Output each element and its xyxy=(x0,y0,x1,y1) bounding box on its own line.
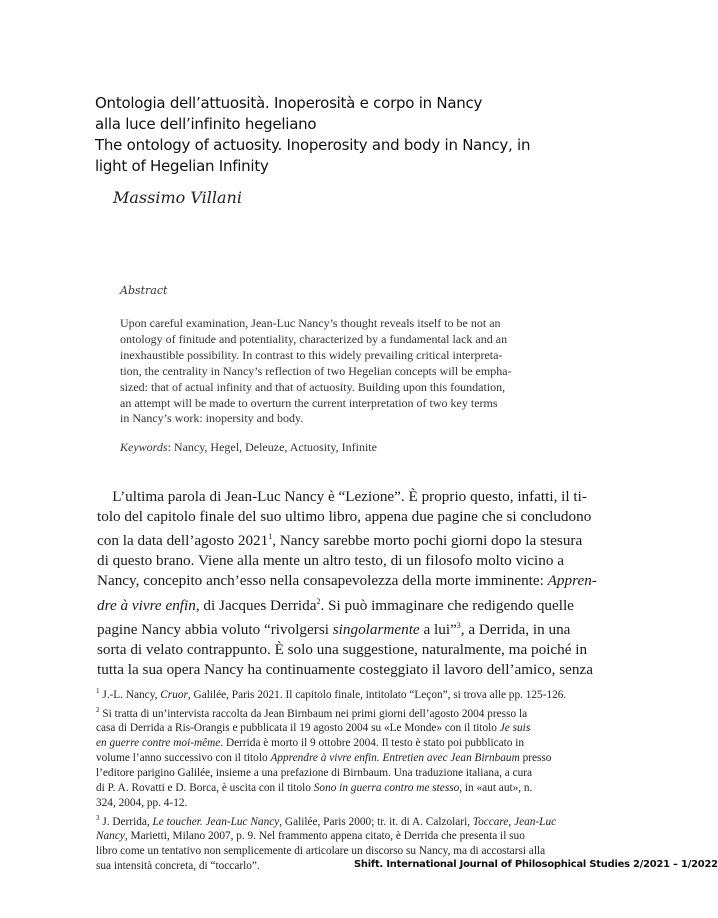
footnote-text: , Galilée, Paris 2000; tr. it. di A. Calzolari, xyxy=(279,815,473,828)
footnote-line xyxy=(96,751,592,766)
footnotes xyxy=(96,684,718,874)
footnote-1 xyxy=(96,684,592,703)
footnote-text: , in «aut aut», n. xyxy=(459,781,533,794)
keywords-value: : Nancy, Hegel, Deleuze, Actuosity, Infinite xyxy=(167,440,377,454)
body-line: sorta di velato contrappunto. È solo una suggestione, naturalmente, ma poiché in xyxy=(97,640,588,658)
footnote-number: 1 xyxy=(96,687,100,695)
abstract-text xyxy=(120,316,552,427)
body-text-segment: , Nancy sarebbe morto pochi giorni dopo la stesura xyxy=(272,532,583,550)
article-title xyxy=(95,93,595,177)
abstract-line: Upon careful examination, Jean-Luc Nancy’s thought reveals itself to be not an xyxy=(120,316,501,330)
book-title-italic: Je suis xyxy=(499,722,531,735)
body-line: tolo del capitolo finale del suo ultimo libro, appena due pagine che si concludono xyxy=(97,508,592,526)
abstract-line: an attempt will be made to overturn the current interpretation of two key terms xyxy=(120,395,498,410)
footnote-text: J.-L. Nancy, xyxy=(99,688,161,701)
title-italian-line-1: Ontologia dell’attuosità. Inoperosità e corpo in Nancy xyxy=(95,94,483,112)
book-title-italic: Apprendre à vivre enfin. Entretien avec Jean Birnbaum xyxy=(270,752,520,765)
title-italian-line-2: alla luce dell’infinito hegeliano xyxy=(95,115,317,133)
footnote-text: , Galilée, Paris 2021. Il capitolo finale, intitolato “Leçon”, si trova alle pp. 125-126. xyxy=(187,688,567,701)
footnote-text: , Marietti, Milano 2007, p. 9. Nel frammento appena citato, è Derrida che presenta il suo xyxy=(124,830,525,843)
body-text-segment: a lui” xyxy=(419,620,457,638)
body-line xyxy=(97,616,591,640)
abstract-line: ontology of finitude and potentiality, characterized by a fundamental lack and an xyxy=(120,331,508,346)
body-line: di questo brano. Viene alla mente un altro testo, di un filosofo molto vicino a xyxy=(97,552,564,570)
book-title-italic: Nancy xyxy=(96,830,125,843)
footnote-line xyxy=(96,829,592,844)
footnote-text: . Derrida è morto il 9 ottobre 2004. Il testo è stato poi pubblicato in xyxy=(220,737,525,750)
footnote-line xyxy=(96,736,592,751)
footnote-line: 324, 2004, pp. 4-12. xyxy=(96,796,188,809)
footnote-ref-2[interactable]: 2 xyxy=(316,596,321,606)
footnote-2 xyxy=(96,703,592,722)
footnote-text: volume l’anno successivo con il titolo xyxy=(96,752,271,765)
abstract-line: inexhaustible possibility. In contrast to this widely prevailing critical interpreta- xyxy=(120,347,503,362)
footnote-ref-1[interactable]: 1 xyxy=(268,532,273,542)
abstract-heading: Abstract xyxy=(120,284,168,297)
footnote-text: di P. A. Rovatti e D. Borca, è uscita con il titolo xyxy=(96,781,314,794)
footnote-line: sua intensità concreta, di “toccarlo”. xyxy=(96,860,260,873)
body-paragraph xyxy=(97,487,597,680)
body-line xyxy=(97,527,591,551)
book-title-italic: Sono in guerra contro me stesso xyxy=(313,781,460,794)
footnote-text: J. Derrida, xyxy=(99,815,153,828)
footnote-3 xyxy=(96,811,592,830)
footnote-line: libro come un tentativo non semplicemente di articolare un discorso su Nancy, ma di accostarsi alla xyxy=(96,845,546,858)
body-text-segment: L’ultima parola di Jean-Luc Nancy è “Lezione”. È proprio questo, infatti, il ti- xyxy=(112,488,587,505)
book-title-italic: Cruor xyxy=(160,688,188,701)
keywords-label: Keywords xyxy=(120,440,168,454)
abstract-line: tion, the centrality in Nancy’s reflection of two Hegelian concepts will be empha- xyxy=(120,363,512,378)
abstract-line: in Nancy’s work: inopersity and body. xyxy=(120,411,304,426)
footnote-text: Si tratta di un’intervista raccolta da Jean Birnbaum nei primi giorni dell’agosto 2004 presso la xyxy=(99,707,528,720)
body-line: tutta la sua opera Nancy ha continuamente costeggiato il lavoro dell’amico, senza xyxy=(97,660,593,678)
body-text-segment: , di Jacques Derrida xyxy=(195,596,317,614)
footnote-line xyxy=(96,781,592,796)
book-title-italic: Toccare, Jean-Luc xyxy=(472,815,557,828)
book-title-italic: Le toucher. Jean-Luc Nancy xyxy=(152,815,280,828)
footnote-line: l’editore parigino Galilée, insieme a una prefazione di Birnbaum. Una traduzione italiana, a cura xyxy=(96,767,533,780)
abstract-line: sized: that of actual infinity and that of actuosity. Building upon this foundation, xyxy=(120,379,506,394)
title-english-line-2: light of Hegelian Infinity xyxy=(95,157,269,175)
keywords-line xyxy=(120,440,377,455)
body-line xyxy=(97,592,591,616)
body-text-segment: , a Derrida, in una xyxy=(460,620,571,638)
book-title-italic: en guerre contre moi-même xyxy=(96,737,221,750)
footnote-number: 2 xyxy=(96,705,100,714)
body-text-segment: con la data dell’agosto 2021 xyxy=(97,532,269,550)
body-text-segment: . Si può immaginare che redigendo quelle xyxy=(320,596,574,614)
footnote-line xyxy=(96,721,592,736)
body-line xyxy=(97,487,591,507)
title-english-line-1: The ontology of actuosity. Inoperosity and body in Nancy, in xyxy=(95,136,531,154)
journal-footer: Shift. International Journal of Philosophical Studies 2/2021 – 1/2022 xyxy=(354,859,718,870)
footnote-text: presso xyxy=(519,752,552,765)
footnote-ref-3[interactable]: 3 xyxy=(456,620,461,630)
footnote-number: 3 xyxy=(96,813,100,822)
emphasis-italic: singolarmente xyxy=(332,620,420,638)
book-title-italic: Appren- xyxy=(547,572,597,590)
body-text-segment: Nancy, concepito anch’esso nella consapevolezza della morte imminente: xyxy=(97,572,548,590)
author-name: Massimo Villani xyxy=(113,188,242,207)
footnote-text: casa di Derrida a Ris-Orangis e pubblicata il 19 agosto 2004 su «Le Monde» con il titolo xyxy=(96,722,500,735)
book-title-italic: dre à vivre enfin xyxy=(97,596,196,614)
body-text-segment: pagine Nancy abbia voluto “rivolgersi xyxy=(97,620,333,638)
body-line xyxy=(97,571,597,591)
